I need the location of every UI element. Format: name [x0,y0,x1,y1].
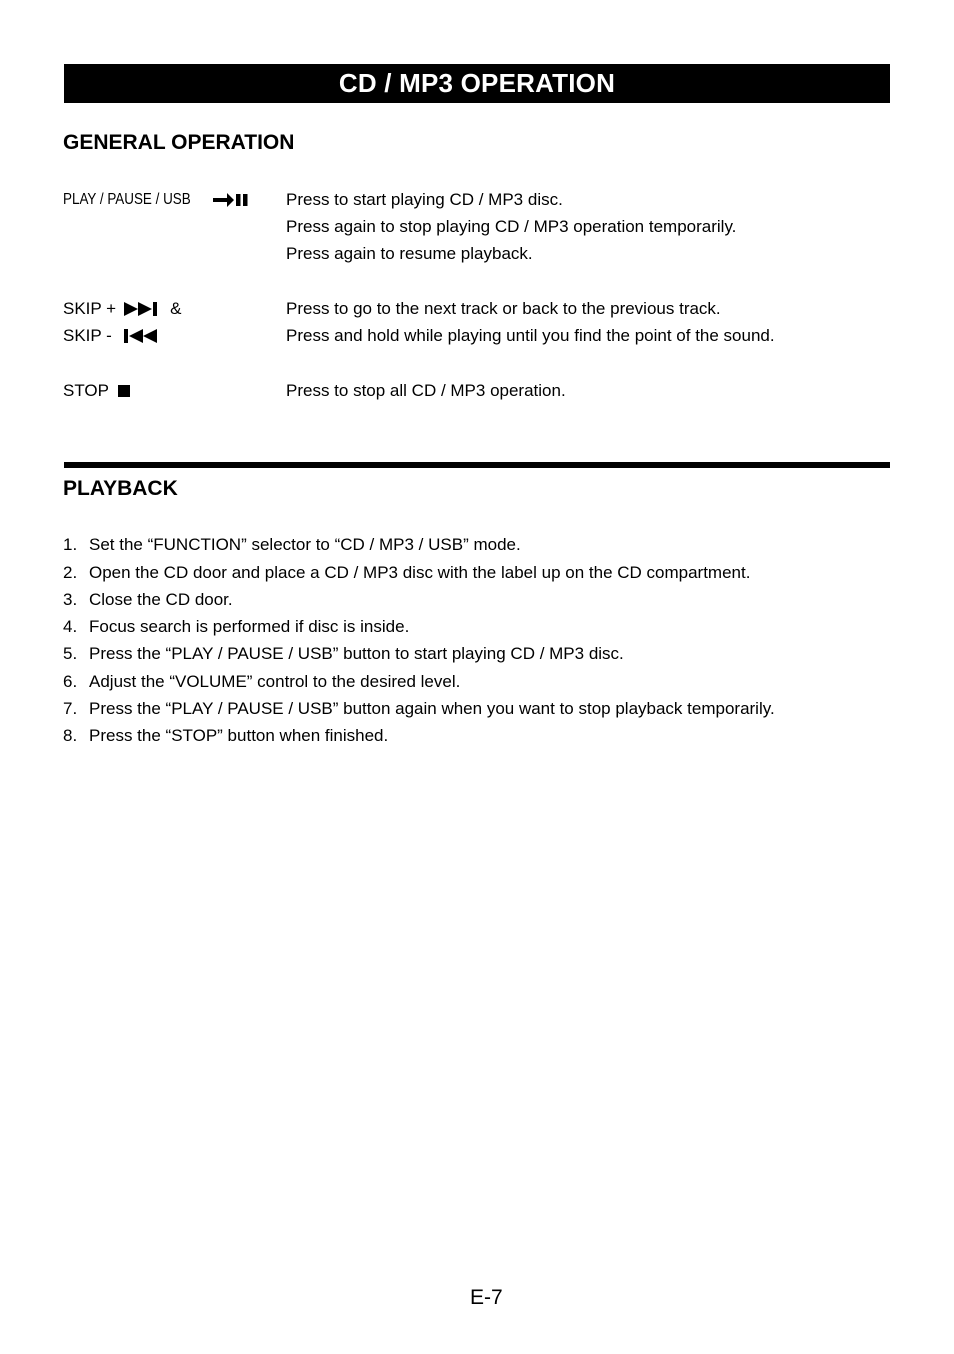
playback-heading: PLAYBACK [63,477,178,500]
skip-next-icon [124,302,160,316]
playback-step [63,563,750,583]
stop-icon [118,385,131,398]
step-text: Close the CD door. [89,590,233,609]
step-text: Set the “FUNCTION” selector to “CD / MP3 / USB” mode. [89,535,521,554]
play-pause-usb-label-row [63,190,249,210]
step-number: 6. [63,672,78,691]
playback-step [63,535,521,555]
page-title: CD / MP3 OPERATION [338,68,616,98]
play-description-line-3: Press again to resume playback. [286,244,533,263]
step-number: 8. [63,726,78,745]
stop-label-row [63,381,131,401]
page-title-bar [64,64,890,103]
play-description-line-1: Press to start playing CD / MP3 disc. [286,190,563,209]
skip-minus-label-row [63,326,160,346]
step-number: 7. [63,699,78,718]
playback-step [63,590,233,610]
step-text: Press the “PLAY / PAUSE / USB” button again when you want to stop playback temporarily. [89,699,775,718]
step-number: 2. [63,563,78,582]
skip-plus-label-row [63,299,181,319]
playback-step [63,644,624,664]
general-operation-heading: GENERAL OPERATION [63,131,295,154]
step-number: 5. [63,644,78,663]
step-text: Open the CD door and place a CD / MP3 disc with the label up on the CD compartment. [89,563,751,582]
playback-step [63,672,460,692]
stop-label: STOP [63,381,109,400]
playback-step [63,617,409,637]
page-number: E-7 [470,1286,503,1309]
step-text: Press the “PLAY / PAUSE / USB” button to start playing CD / MP3 disc. [89,644,624,663]
skip-minus-label: SKIP - [63,326,112,345]
play-pause-usb-label: PLAY / PAUSE / USB [63,191,191,208]
play-description-line-2: Press again to stop playing CD / MP3 operation temporarily. [286,217,737,236]
play-pause-icon [213,193,249,207]
step-text: Press the “STOP” button when finished. [89,726,389,745]
skip-plus-label: SKIP + [63,299,117,318]
skip-description-line-2: Press and hold while playing until you find the point of the sound. [286,326,775,345]
skip-description-line-1: Press to go to the next track or back to the previous track. [286,299,721,318]
playback-step [63,726,388,746]
playback-step [63,699,775,719]
section-divider [64,462,890,468]
step-number: 3. [63,590,78,609]
skip-ampersand: & [170,299,182,318]
step-number: 1. [63,535,78,554]
stop-description-line-1: Press to stop all CD / MP3 operation. [286,381,566,400]
step-text: Adjust the “VOLUME” control to the desired level. [89,672,461,691]
step-number: 4. [63,617,78,636]
skip-previous-icon [124,329,160,343]
step-text: Focus search is performed if disc is inside. [89,617,410,636]
